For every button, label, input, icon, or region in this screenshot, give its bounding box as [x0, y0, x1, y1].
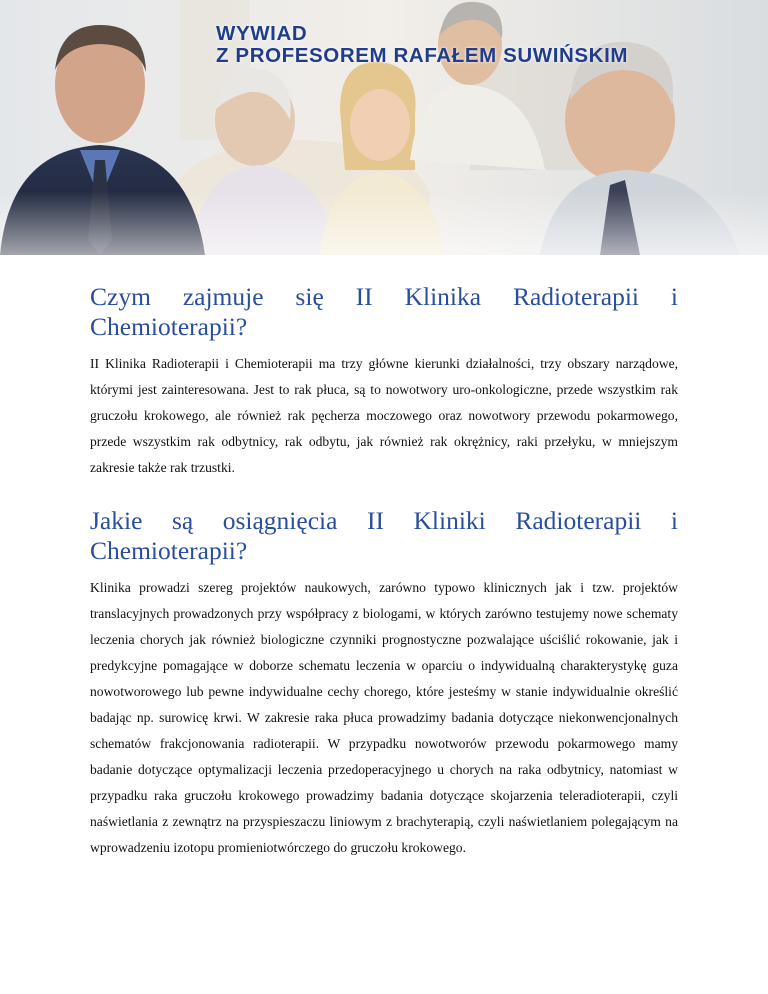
section-heading	[90, 282, 678, 342]
interview-title-line2: Z PROFESOREM RAFAŁEM SUWIŃSKIM	[216, 44, 629, 67]
section-osiagniecia	[90, 506, 678, 861]
section-heading-line1: Czym zajmuje się II Klinika Radioterapii i	[90, 282, 678, 311]
section-paragraph: Klinika prowadzi szereg projektów naukowych, zarówno typowo klinicznych jak i tzw. projektów translacyjnych prowadzonych przy współpracy z biologami, w których zarówno testujemy nowe schematy leczenia chorych jak również biologiczne czynniki prognostyczne pozwalające uściślić rokowanie, jak i predykcyjne pomagające w doborze schematu leczenia w oparciu o indywidualną charakterystykę guza nowotworowego lub pewne indywidualne cechy chorego, które jesteśmy w stanie indywidualnie określić badając np. surowicę krwi. W zakresie raka płuca prowadzimy badania dotyczące niekonwencjonalnych schematów frakcjonowania radioterapii. W przypadku nowotworów przewodu pokarmowego mamy badanie dotyczące optymalizacji leczenia przedoperacyjnego u chorych na raka odbytnicy, natomiast w przypadku raka gruczołu krokowego prowadzimy badania dotyczące skojarzenia teleradioterapii, czyli naświetlania z zewnątrz na przyspieszaczu liniowym z brachyterapią, czyli naświetlaniem polegającym na wprowadzeniu izotopu promieniotwórczego do gruczołu krokowego.	[90, 580, 678, 855]
interview-title	[216, 23, 628, 67]
section-heading-line2: Chemioterapii?	[90, 536, 248, 565]
article-body	[90, 282, 678, 861]
section-paragraph: II Klinika Radioterapii i Chemioterapii ma trzy główne kierunki działalności, trzy obszary narządowe, którymi jest zainteresowana. Jest to rak płuca, są to nowotwory uro-onkologiczne, przede wszystkim rak gruczołu krokowego, ale również rak pęcherza moczowego oraz nowotwory przewodu pokarmowego, przede wszystkim rak odbytnicy, rak odbytu, jak również rak okrężnicy, raki przełyku, w mniejszym zakresie także rak trzustki.	[90, 356, 678, 475]
section-klinika	[90, 282, 678, 481]
interview-title-line1: WYWIAD	[216, 22, 308, 45]
section-heading-line2: Chemioterapii?	[90, 312, 248, 341]
section-heading	[90, 506, 678, 566]
header-banner	[0, 0, 768, 255]
section-heading-line1: Jakie są osiągnięcia II Kliniki Radioterapii i	[90, 506, 678, 535]
